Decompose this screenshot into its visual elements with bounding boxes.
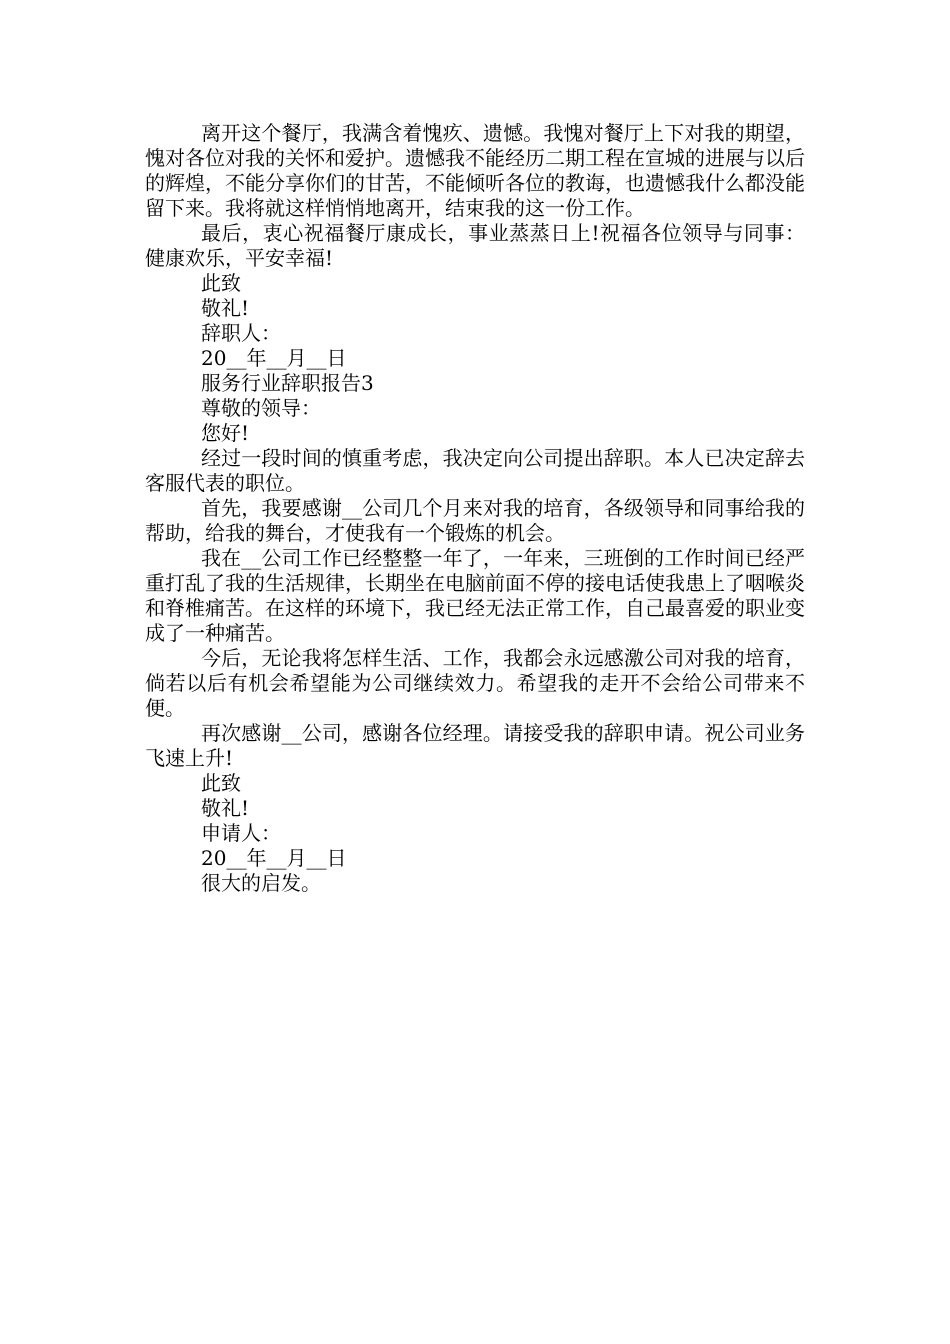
document-body bbox=[145, 121, 805, 896]
closing-salutation: 此致 bbox=[201, 271, 241, 295]
paragraph-closing-wishes: 最后，衷心祝福餐厅康成长，事业蒸蒸日上!祝福各位领导与同事：健康欢乐，平安幸福! bbox=[145, 221, 805, 270]
closing-salutation-2: 此致 bbox=[201, 771, 241, 795]
trailing-text: 很大的启发。 bbox=[201, 871, 321, 895]
applicant-label: 申请人： bbox=[201, 821, 281, 845]
closing-regards: 敬礼! bbox=[201, 296, 250, 320]
section-title: 服务行业辞职报告3 bbox=[201, 371, 374, 395]
closing-regards-2: 敬礼! bbox=[201, 796, 250, 820]
paragraph-future: 今后，无论我将怎样生活、工作，我都会永远感激公司对我的培育，倘若以后有机会希望能为公司继续效力。希望我的走开不会给公司带来不便。 bbox=[145, 646, 805, 720]
paragraph-leaving-restaurant: 离开这个餐厅，我满含着愧疚、遗憾。我愧对餐厅上下对我的期望，愧对各位对我的关怀和爱护。遗憾我不能经历二期工程在宣城的进展与以后的辉煌，不能分享你们的甘苦，不能倾听各位的教诲，也遗憾我什么都没能留下来。我将就这样悄悄地离开，结束我的这一份工作。 bbox=[145, 121, 805, 220]
paragraph-reason: 我在__公司工作已经整整一年了，一年来，三班倒的工作时间已经严重打乱了我的生活规律，长期坐在电脑前面不停的接电话使我患上了咽喉炎和脊椎痛苦。在这样的环境下，我已经无法正常工作，自己最喜爱的职业变成了一种痛苦。 bbox=[145, 546, 805, 645]
signature-label: 辞职人： bbox=[201, 321, 281, 345]
paragraph-thanks: 首先，我要感谢__公司几个月来对我的培育，各级领导和同事给我的帮助，给我的舞台，才使我有一个锻炼的机会。 bbox=[145, 496, 805, 545]
greeting-hello: 您好! bbox=[201, 421, 250, 445]
paragraph-decision: 经过一段时间的慎重考虑，我决定向公司提出辞职。本人已决定辞去客服代表的职位。 bbox=[145, 446, 805, 495]
date-line: 20__年__月__日 bbox=[201, 346, 347, 370]
date-line-2: 20__年__月__日 bbox=[201, 846, 347, 870]
greeting-addressee: 尊敬的领导： bbox=[201, 396, 321, 420]
paragraph-final-thanks: 再次感谢__公司，感谢各位经理。请接受我的辞职申请。祝公司业务飞速上升! bbox=[145, 721, 805, 770]
